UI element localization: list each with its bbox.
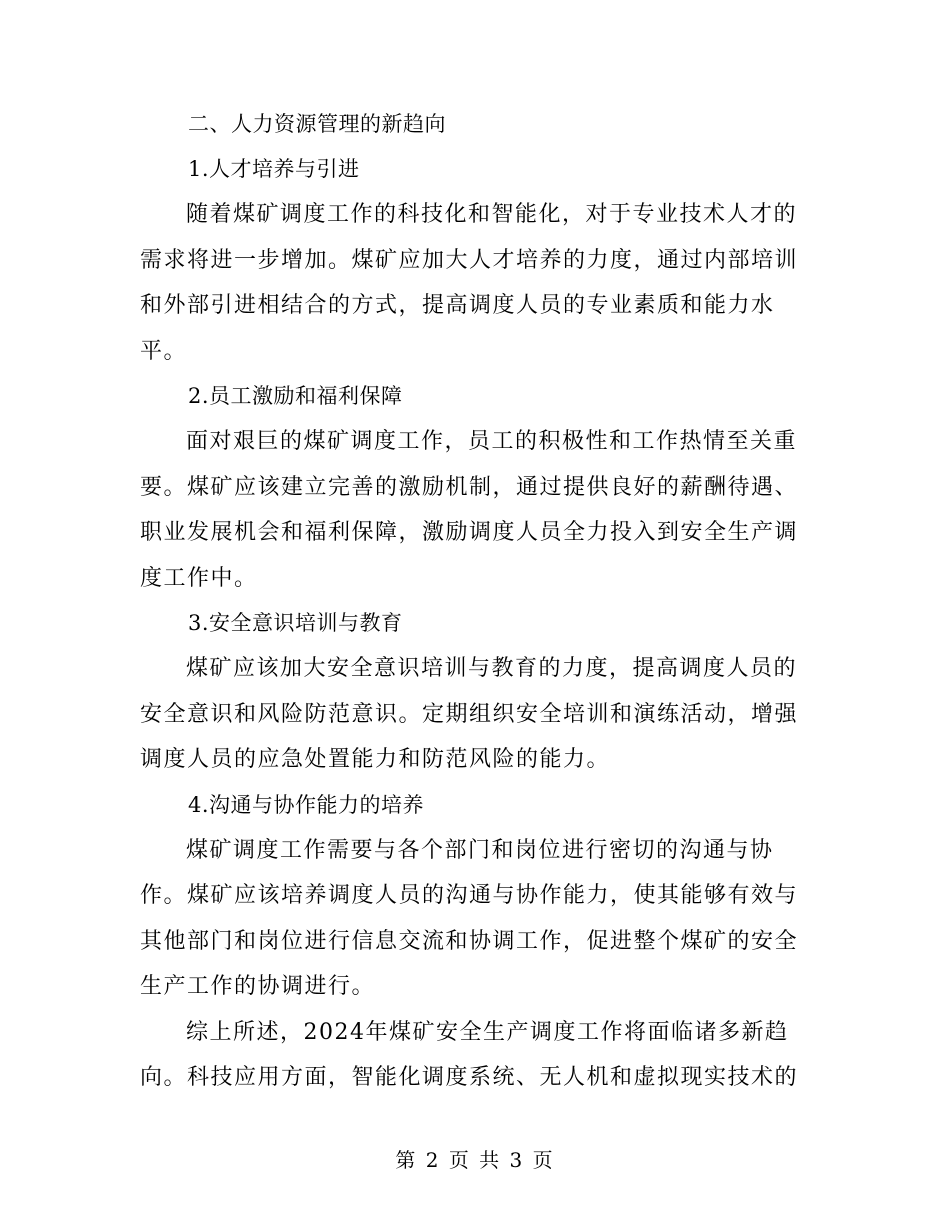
item-paragraph-1: 随着煤矿调度工作的科技化和智能化，对于专业技术人才的需求将进一步增加。煤矿应加大人才培养的力度，通过内部培训和外部引进相结合的方式，提高调度人员的专业素质和能力水平。 xyxy=(140,202,799,364)
item-heading-1: 1.人才培养与引进 xyxy=(188,157,360,181)
item-paragraph-2: 面对艰巨的煤矿调度工作，员工的积极性和工作热情至关重要。煤矿应该建立完善的激励机制，通过提供良好的薪酬待遇、职业发展机会和福利保障，激励调度人员全力投入到安全生产调度工作中。 xyxy=(140,429,799,591)
item-heading-2: 2.员工激励和福利保障 xyxy=(188,384,403,408)
document-body xyxy=(140,102,802,1101)
section-heading: 二、人力资源管理的新趋向 xyxy=(188,112,446,136)
page-number-footer: 第 2 页 共 3 页 xyxy=(395,1148,555,1172)
item-heading-4: 4.沟通与协作能力的培养 xyxy=(188,792,425,817)
item-paragraph-3: 煤矿应该加大安全意识培训与教育的力度，提高调度人员的安全意识和风险防范意识。定期组织安全培训和演练活动，增强调度人员的应急处置能力和防范风险的能力。 xyxy=(140,656,799,772)
item-paragraph-4: 煤矿调度工作需要与各个部门和岗位进行密切的沟通与协作。煤矿应该培养调度人员的沟通与协作能力，使其能够有效与其他部门和岗位进行信息交流和协调工作，促进整个煤矿的安全生产工作的协调进行。 xyxy=(140,837,799,999)
item-heading-3: 3.安全意识培训与教育 xyxy=(188,611,403,635)
summary-paragraph: 综上所述，2024年煤矿安全生产调度工作将面临诸多新趋向。科技应用方面，智能化调度系统、无人机和虚拟现实技术的 xyxy=(140,1019,799,1090)
